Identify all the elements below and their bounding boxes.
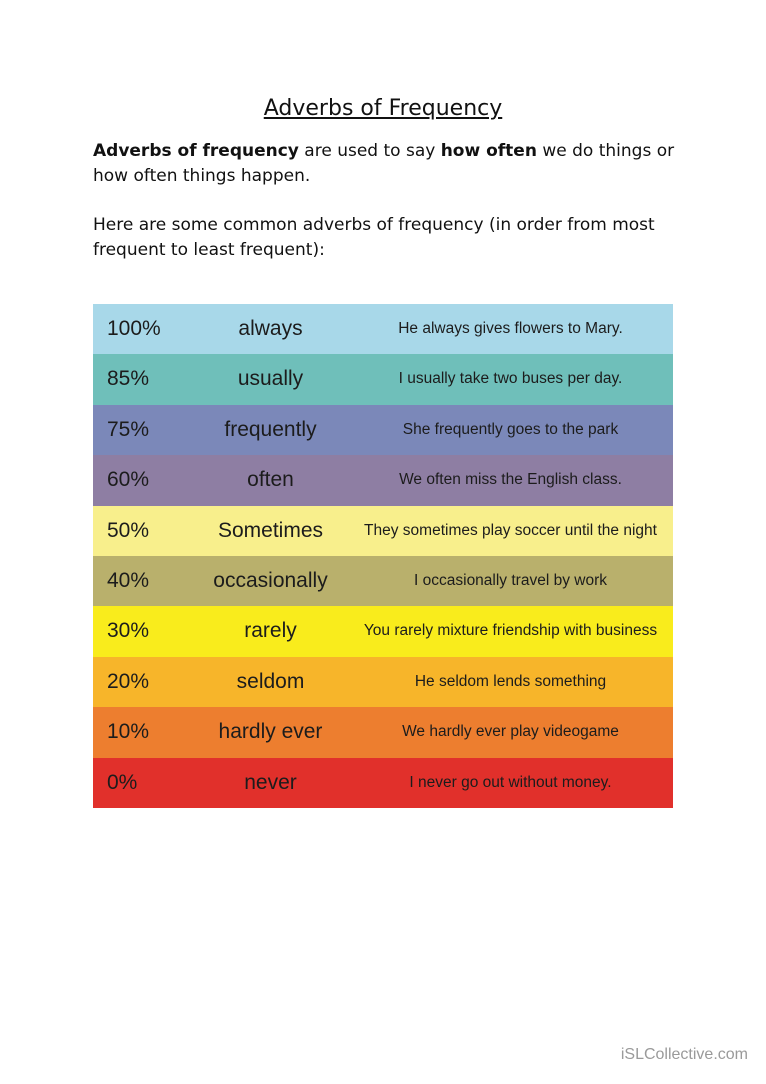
intro-text-b: we do things or how often things happen.	[93, 141, 675, 186]
frequency-table	[93, 304, 673, 808]
example-cell: I occasionally travel by work	[414, 571, 607, 589]
example-cell: We hardly ever play videogame	[402, 723, 619, 741]
percent-cell: 10%	[107, 720, 150, 744]
percent-cell: 85%	[107, 367, 150, 391]
adverb-cell: rarely	[244, 619, 297, 643]
intro-emphasis: how often	[440, 141, 537, 161]
adverb-cell: Sometimes	[217, 518, 324, 542]
table-row	[93, 556, 673, 606]
example-cell: She frequently goes to the park	[402, 420, 619, 438]
percent-cell: 50%	[107, 518, 150, 542]
table-row	[93, 707, 673, 757]
percent-cell: 30%	[107, 619, 150, 643]
intro-paragraph	[93, 139, 683, 189]
table-row	[93, 405, 673, 455]
example-cell: I usually take two buses per day.	[398, 370, 623, 388]
percent-cell: 100%	[107, 317, 161, 340]
table-row	[93, 506, 673, 556]
table-row	[93, 758, 673, 808]
percent-cell: 75%	[107, 417, 150, 441]
example-cell: He seldom lends something	[414, 672, 607, 690]
percent-cell: 60%	[107, 468, 150, 492]
site-watermark: iSLCollective.com	[620, 1046, 748, 1063]
adverb-cell: frequently	[224, 417, 317, 441]
adverb-cell: never	[244, 770, 297, 794]
adverb-cell: occasionally	[213, 568, 328, 592]
intro-text-a: are used to say	[298, 141, 441, 161]
table-row	[93, 606, 673, 656]
adverb-cell: always	[238, 317, 303, 340]
table-row	[93, 304, 673, 354]
percent-cell: 20%	[107, 669, 150, 693]
adverb-cell: hardly ever	[218, 720, 323, 744]
adverb-cell: often	[247, 468, 294, 492]
example-cell: He always gives flowers to Mary.	[398, 320, 623, 337]
percent-cell: 40%	[107, 568, 150, 592]
percent-cell: 0%	[107, 770, 138, 794]
table-row	[93, 455, 673, 505]
example-cell: They sometimes play soccer until the night	[364, 521, 657, 539]
example-cell: I never go out without money.	[409, 773, 612, 791]
lead-in-paragraph: Here are some common adverbs of frequency (in order from most frequent to least frequent):	[93, 215, 655, 260]
page-title: Adverbs of Frequency	[263, 96, 503, 121]
adverb-cell: seldom	[236, 669, 305, 693]
adverb-cell: usually	[237, 367, 304, 391]
intro-term: Adverbs of frequency	[93, 141, 299, 161]
example-cell: We often miss the English class.	[399, 471, 622, 489]
table-row	[93, 657, 673, 707]
example-cell: You rarely mixture friendship with business	[363, 622, 658, 640]
table-row	[93, 354, 673, 404]
